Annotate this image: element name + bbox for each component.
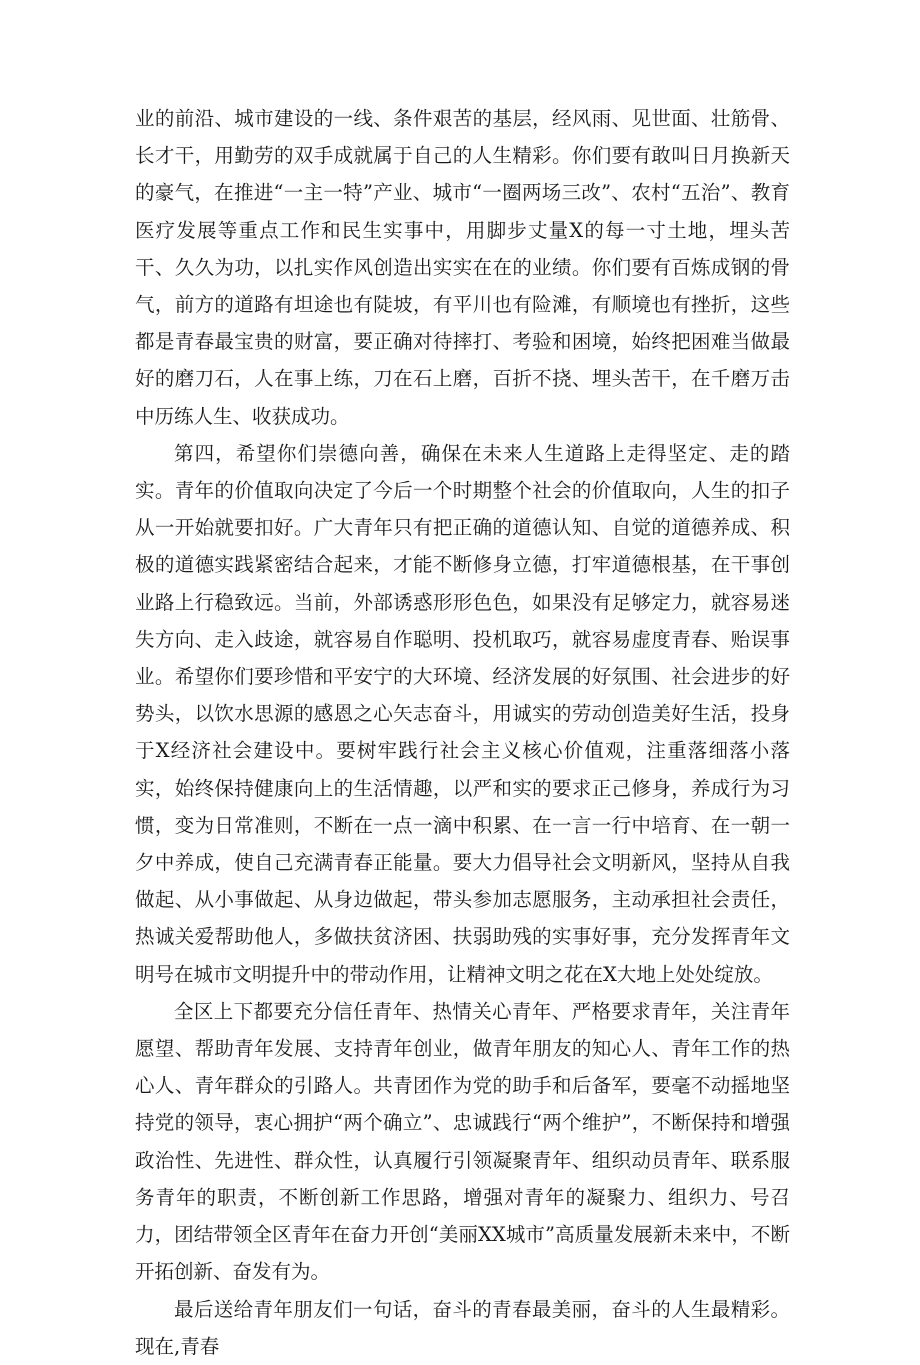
paragraph-district: 全区上下都要充分信任青年、热情关心青年、严格要求青年，关注青年愿望、帮助青年发展、支持青年创业，做青年朋友的知心人、青年工作的热心人、青年群众的引路人。共青团作为党的助手和后备军，要毫不动摇地坚持党的领导，衷心拥护“两个确立”、忠诚践行“两个维护”，不断保持和增强政治性、先进性、群众性，认真履行引领凝聚青年、组织动员青年、联系服务青年的职责，不断创新工作思路，增强对青年的凝聚力、组织力、号召力，团结带领全区青年在奋力开创“美丽XX城市”高质量发展新未来中，不断开拓创新、奋发有为。: [135, 999, 790, 1284]
paragraph-continuation: 业的前沿、城市建设的一线、条件艰苦的基层，经风雨、见世面、壮筋骨、长才干，用勤劳的双手成就属于自己的人生精彩。你们要有敢叫日月换新天的豪气，在推进“一主一特”产业、城市“一圈两场三改”、农村“五治”、教育医疗发展等重点工作和民生实事中，用脚步丈量X的每一寸土地，埋头苦干、久久为功，以扎实作风创造出实实在在的业绩。你们要有百炼成钢的骨气，前方的道路有坦途也有陡坡，有平川也有险滩，有顺境也有挫折，这些都是青春最宝贵的财富，要正确对待摔打、考验和困境，始终把困难当做最好的磨刀石，人在事上练，刀在石上磨，百折不挠、埋头苦干，在千磨万击中历练人生、收获成功。: [135, 107, 790, 428]
paragraph-closing: 最后送给青年朋友们一句话，奋斗的青春最美丽，奋斗的人生最精彩。现在,青春: [135, 1297, 790, 1358]
paragraph-virtue: 第四，希望你们崇德向善，确保在未来人生道路上走得坚定、走的踏实。青年的价值取向决定了今后一个时期整个社会的价值取向，人生的扣子从一开始就要扣好。广大青年只有把正确的道德认知、自觉的道德养成、积极的道德实践紧密结合起来，才能不断修身立德，打牢道德根基，在干事创业路上行稳致远。当前，外部诱惑形形色色，如果没有足够定力，就容易迷失方向、走入歧途，就容易自作聪明、投机取巧，就容易虚度青春、贻误事业。希望你们要珍惜和平安宁的大环境、经济发展的好氛围、社会进步的好势头，以饮水思源的感恩之心矢志奋斗，用诚实的劳动创造美好生活，投身于X经济社会建设中。要树牢践行社会主义核心价值观，注重落细落小落实，始终保持健康向上的生活情趣，以严和实的要求正己修身，养成行为习惯，变为日常准则，不断在一点一滴中积累、在一言一行中培育、在一朝一夕中养成，使自己充满青春正能量。要大力倡导社会文明新风，坚持从自我做起、从小事做起、从身边做起，带头参加志愿服务，主动承担社会责任，热诚关爱帮助他人，多做扶贫济困、扶弱助残的实事好事，充分发挥青年文明号在城市文明提升中的带动作用，让精神文明之花在X大地上处处绽放。: [135, 441, 790, 986]
document-page: [135, 100, 790, 1365]
